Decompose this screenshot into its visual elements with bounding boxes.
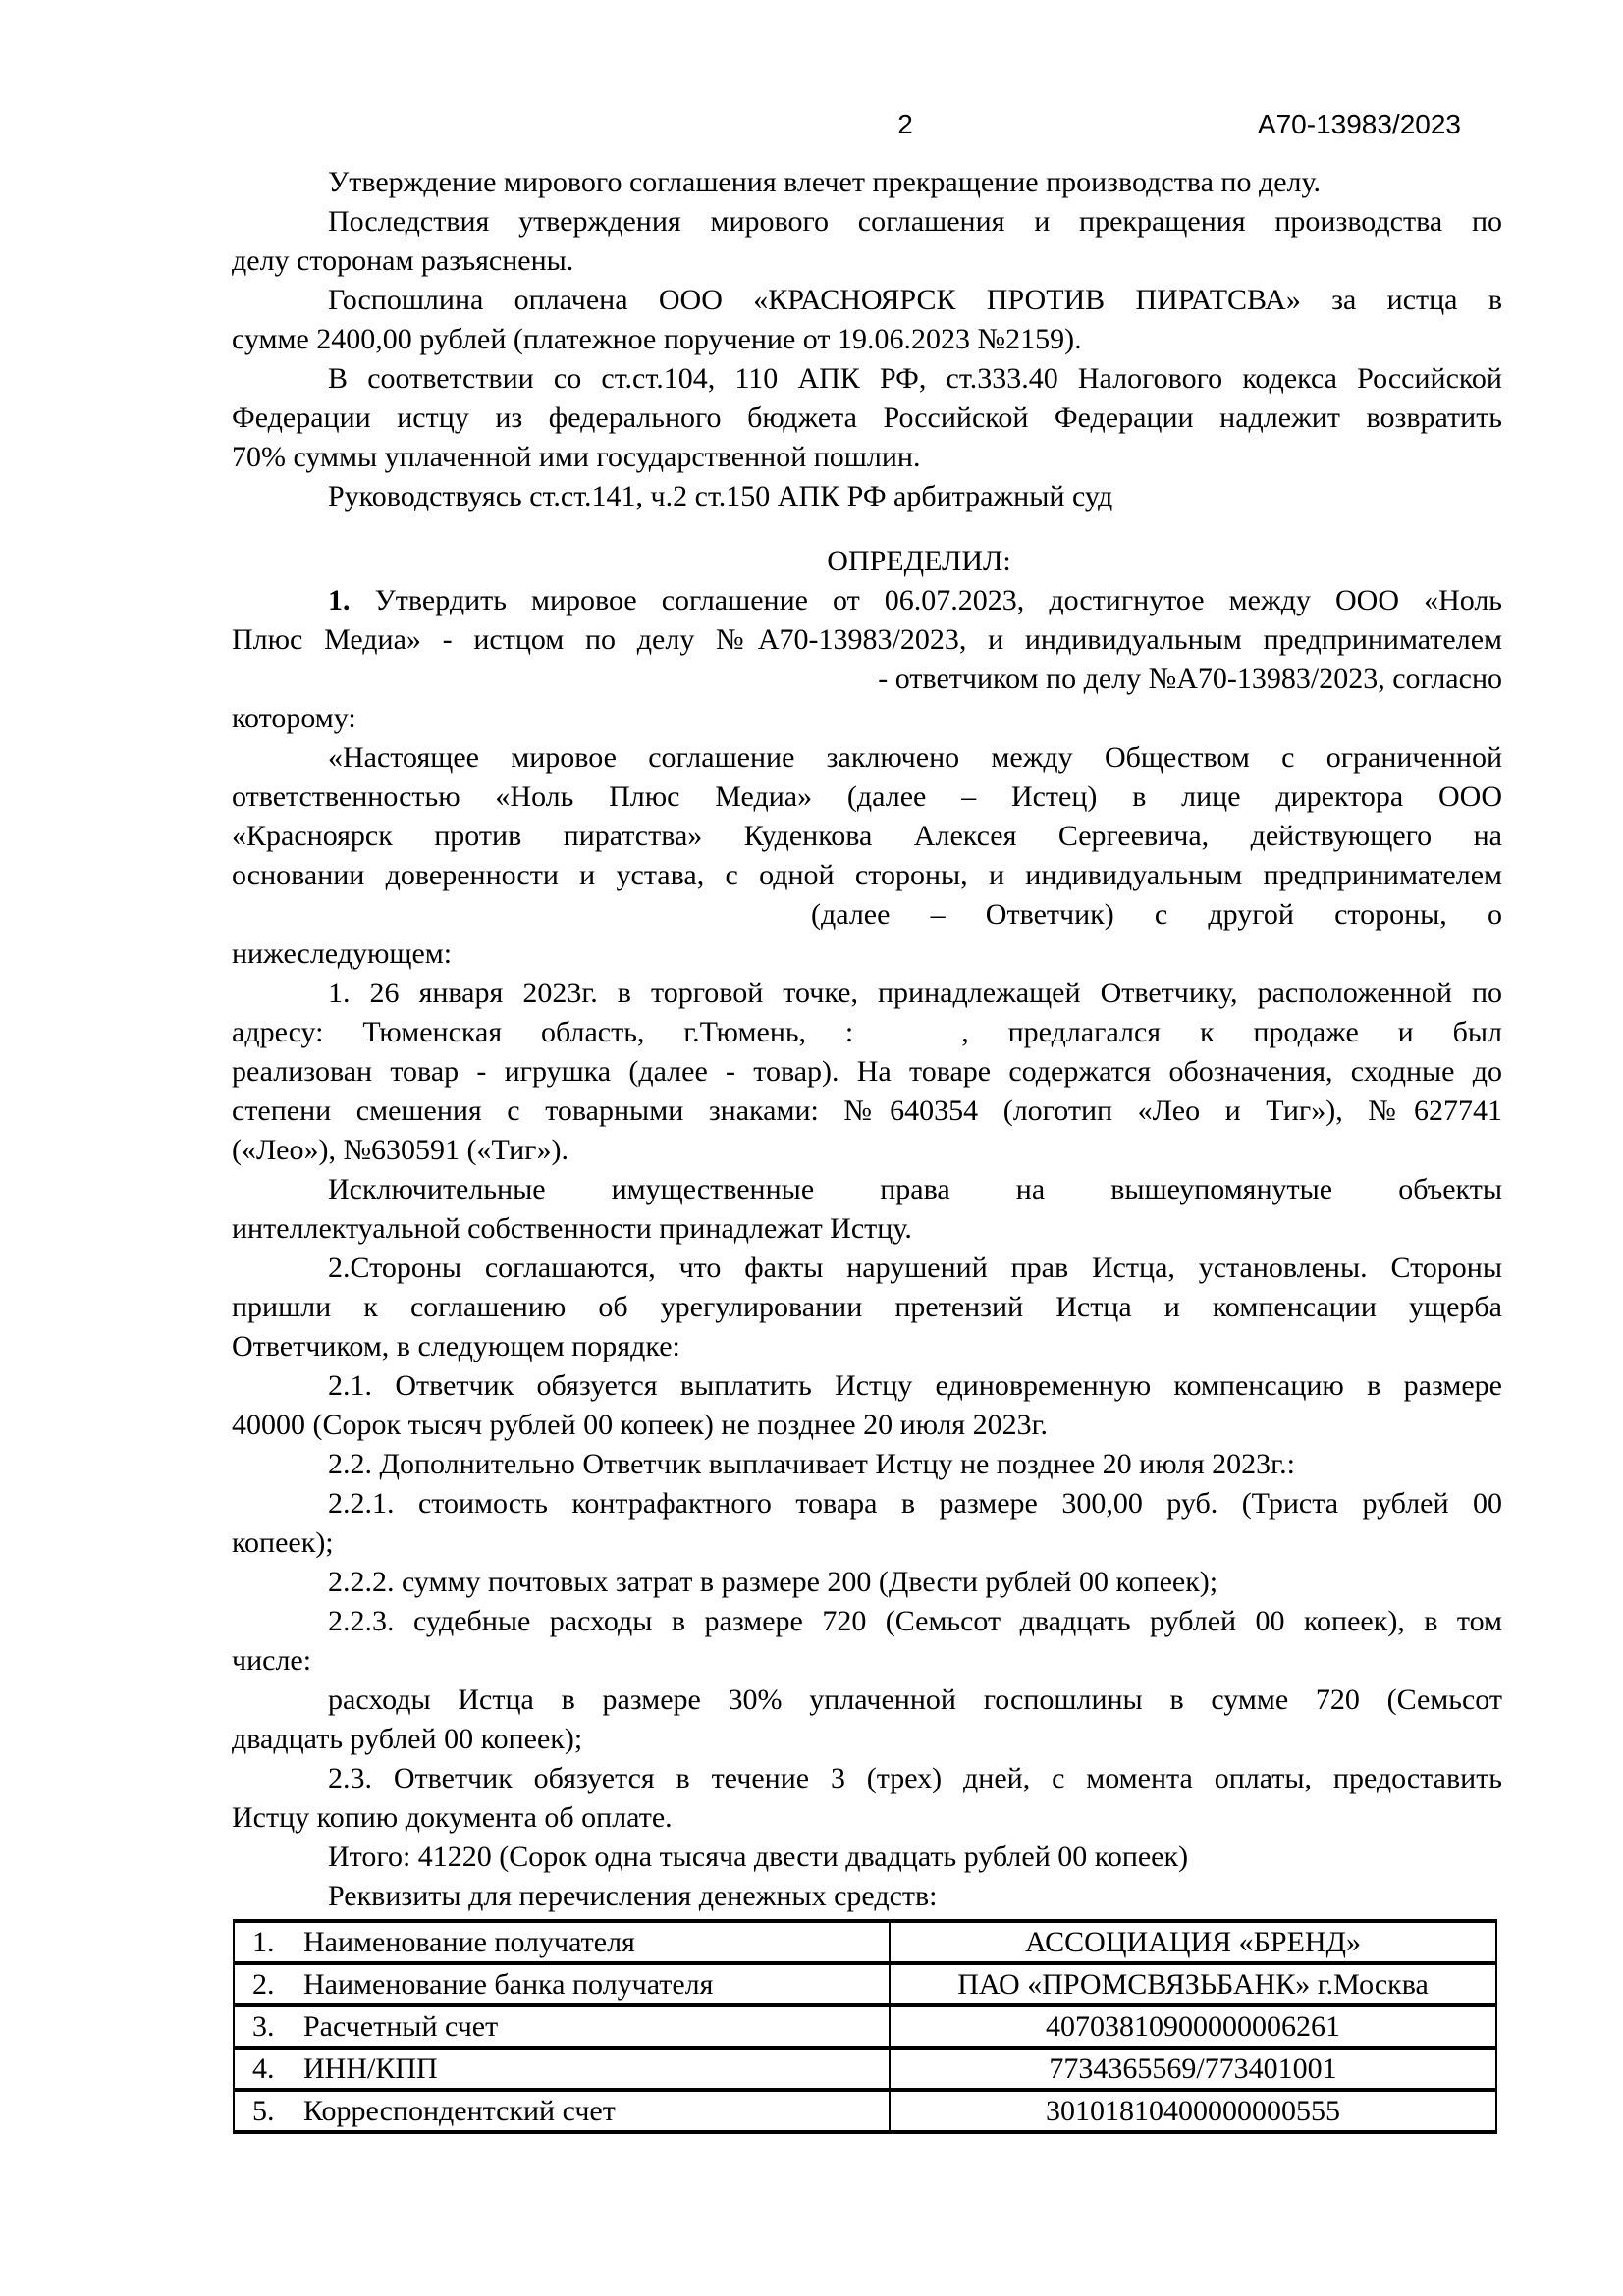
text-line: [232, 1052, 1502, 1092]
text-line: [232, 241, 1502, 281]
text-segment: - ответчиком по делу №А70-13983/2023, согласно: [878, 663, 1502, 695]
text-segment: В соответствии со ст.ст.104, 110 АПК РФ, ст.333.40 Налогового кодекса Российской: [328, 362, 1502, 395]
table-cell-label: [234, 2005, 890, 2048]
text-segment: 2.2.1. стоимость контрафактного товара в размере 300,00 руб. (Триста рублей 00: [328, 1487, 1502, 1520]
text-line: [232, 1877, 1502, 1916]
row-number: 4.: [252, 2052, 275, 2085]
text-segment: , предлагался к продаже и был: [961, 1016, 1502, 1048]
row-label: Корреспондентский счет: [303, 2094, 616, 2127]
table-cell-label: [234, 1921, 890, 1963]
text-segment: 2.2. Дополнительно Ответчик выплачивает Истцу не позднее 20 июля 2023г.:: [328, 1448, 1295, 1480]
requisites-table: [233, 1919, 1497, 2134]
table-row: [234, 2005, 1496, 2048]
text-segment: Исключительные имущественные права на вышеупомянутые объекты: [328, 1173, 1502, 1205]
row-number: 5.: [252, 2094, 275, 2127]
text-segment: «Настоящее мировое соглашение заключено между Обществом с ограниченной: [328, 741, 1502, 774]
text-segment: ответственностью «Ноль Плюс Медиа» (далее – Истец) в лице директора ООО: [232, 780, 1502, 813]
text-segment: числе:: [232, 1644, 312, 1677]
text-line: [232, 895, 1502, 934]
text-line: [232, 1484, 1502, 1523]
text-segment: 2.2.2. сумму почтовых затрат в размере 200 (Двести рублей 00 копеек);: [328, 1566, 1218, 1598]
text-segment: 70% суммы уплаченной ими государственной пошлин.: [232, 441, 921, 473]
text-line: [232, 1838, 1502, 1877]
requisites-table-body: [234, 1921, 1496, 2132]
text-segment: (далее – Ответчик) с другой стороны, о: [811, 898, 1502, 931]
text-segment: Итого: 41220 (Сорок одна тысяча двести двадцать рублей 00 копеек): [328, 1841, 1189, 1873]
text-segment: («Лео»), №630591 («Тиг»).: [232, 1134, 568, 1166]
text-line: [232, 1406, 1502, 1445]
table-cell-label: [234, 2048, 890, 2090]
text-line: [232, 1209, 1502, 1249]
row-label: Наименование получателя: [303, 1925, 635, 1958]
row-label: Наименование банка получателя: [303, 1967, 714, 2001]
text-line: [232, 1170, 1502, 1209]
text-line: [232, 1681, 1502, 1720]
page-number: 2: [897, 109, 913, 139]
table-row: [234, 2048, 1496, 2090]
text-segment: Последствия утверждения мирового соглашения и прекращения производства по: [328, 205, 1502, 238]
text-line: [232, 1445, 1502, 1484]
text-segment: 40000 (Сорок тысяч рублей 00 копеек) не позднее 20 июля 2023г.: [232, 1409, 1049, 1441]
table-cell-label: [234, 2090, 890, 2132]
text-segment: ОПРЕДЕЛИЛ:: [827, 545, 1011, 577]
text-segment: Утвердить мировое соглашение от 06.07.2023, достигнутое между ООО «Ноль: [374, 584, 1502, 616]
text-line: [232, 1131, 1502, 1170]
row-label: ИНН/КПП: [303, 2052, 438, 2085]
text-line: [232, 1366, 1502, 1406]
text-segment: Госпошлина оплачена ООО «КРАСНОЯРСК ПРОТИВ ПИРАТСВА» за истца в: [328, 284, 1502, 316]
text-segment: реализован товар - игрушка (далее - товар). На товаре содержатся обозначения, сходные до: [232, 1055, 1502, 1088]
text-line: [232, 320, 1502, 359]
text-segment: 2.1. Ответчик обязуется выплатить Истцу единовременную компенсацию в размере: [328, 1369, 1502, 1402]
text-line: [232, 281, 1502, 320]
table-row: [234, 1963, 1496, 2005]
row-number: 2.: [252, 1967, 275, 2001]
text-segment: делу сторонам разъяснены.: [232, 244, 574, 277]
text-line: [232, 699, 1502, 738]
text-segment: Ответчиком, в следующем порядке:: [232, 1330, 680, 1362]
text-segment: 2.2.3. судебные расходы в размере 720 (Семьсот двадцать рублей 00 копеек), в том: [328, 1605, 1502, 1637]
resolution-heading: [232, 542, 1502, 581]
text-line: [232, 477, 1502, 516]
text-segment: двадцать рублей 00 копеек);: [232, 1723, 583, 1755]
text-segment: основании доверенности и устава, с одной стороны, и индивидуальным предпринимателем: [232, 859, 1502, 891]
text-line: [232, 438, 1502, 477]
text-line: [232, 817, 1502, 856]
table-row: [234, 1921, 1496, 1963]
text-segment: Истцу копию документа об оплате.: [232, 1801, 673, 1834]
text-line: [232, 660, 1502, 699]
text-line: [232, 1720, 1502, 1759]
text-line: [232, 1602, 1502, 1641]
text-line: [232, 1563, 1502, 1602]
text-segment: пришли к соглашению об урегулировании претензий Истца и компенсации ущерба: [232, 1291, 1502, 1323]
text-line: [232, 202, 1502, 241]
row-label: Расчетный счет: [303, 2009, 499, 2043]
text-line: [232, 974, 1502, 1013]
text-segment: адресу: Тюменская область, г.Тюмень, :: [232, 1016, 854, 1048]
table-cell-value: 40703810900000006261: [890, 2005, 1496, 2048]
text-line: [232, 620, 1502, 660]
text-line: [232, 399, 1502, 438]
text-line: [232, 1092, 1502, 1131]
text-segment: 2.Стороны соглашаются, что факты нарушений прав Истца, установлены. Стороны: [328, 1252, 1502, 1284]
text-segment: 1. 26 января 2023г. в торговой точке, принадлежащей Ответчику, расположенной по: [328, 977, 1502, 1009]
row-number: 1.: [252, 1925, 275, 1958]
text-segment: Плюс Медиа» - истцом по делу №А70-13983/2023, и индивидуальным предпринимателем: [232, 623, 1502, 656]
table-cell-value: 7734365569/773401001: [890, 2048, 1496, 2090]
text-line: [232, 856, 1502, 895]
text-line: [232, 777, 1502, 817]
text-segment: Руководствуясь ст.ст.141, ч.2 ст.150 АПК РФ арбитражный суд: [328, 480, 1113, 512]
text-segment: нижеследующем:: [232, 937, 453, 970]
text-line: [232, 934, 1502, 974]
text-line: [232, 1013, 1502, 1052]
text-segment: сумме 2400,00 рублей (платежное поручение от 19.06.2023 №2159).: [232, 323, 1082, 355]
case-number: А70-13983/2023: [1257, 109, 1461, 139]
document-body: [232, 163, 1502, 1916]
text-segment: 2.3. Ответчик обязуется в течение 3 (трех) дней, с момента оплаты, предоставить: [328, 1762, 1502, 1794]
text-line: [232, 581, 1502, 620]
table-cell-value: АССОЦИАЦИЯ «БРЕНД»: [890, 1921, 1496, 1963]
text-line: [232, 1798, 1502, 1838]
text-line: [232, 1327, 1502, 1366]
text-line: [232, 1759, 1502, 1798]
text-segment: расходы Истца в размере 30% уплаченной госпошлины в сумме 720 (Семьсот: [328, 1683, 1502, 1716]
text-line: [232, 163, 1502, 202]
text-line: [232, 359, 1502, 399]
table-cell-value: ПАО «ПРОМСВЯЗЬБАНК» г.Москва: [890, 1963, 1496, 2005]
table-cell-label: [234, 1963, 890, 2005]
text-segment: которому:: [232, 702, 356, 734]
row-number: 3.: [252, 2009, 275, 2043]
table-cell-value: 30101810400000000555: [890, 2090, 1496, 2132]
text-segment: копеек);: [232, 1526, 334, 1559]
text-segment: интеллектуальной собственности принадлежат Истцу.: [232, 1212, 912, 1245]
text-segment: Реквизиты для перечисления денежных средств:: [328, 1880, 938, 1912]
text-segment: Федерации истцу из федерального бюджета Российской Федерации надлежит возвратить: [232, 401, 1502, 434]
text-segment: 1.: [328, 584, 375, 616]
text-segment: степени смешения с товарными знаками: №640354 (логотип «Лео и Тиг»), №627741: [232, 1095, 1502, 1127]
text-line: [232, 1641, 1502, 1681]
text-line: [232, 1523, 1502, 1563]
text-line: [232, 738, 1502, 777]
text-line: [232, 1249, 1502, 1288]
text-line: [232, 1288, 1502, 1327]
table-row: [234, 2090, 1496, 2132]
text-segment: «Красноярск против пиратства» Куденкова Алексея Сергеевича, действующего на: [232, 820, 1502, 852]
text-segment: Утверждение мирового соглашения влечет прекращение производства по делу.: [328, 166, 1322, 198]
